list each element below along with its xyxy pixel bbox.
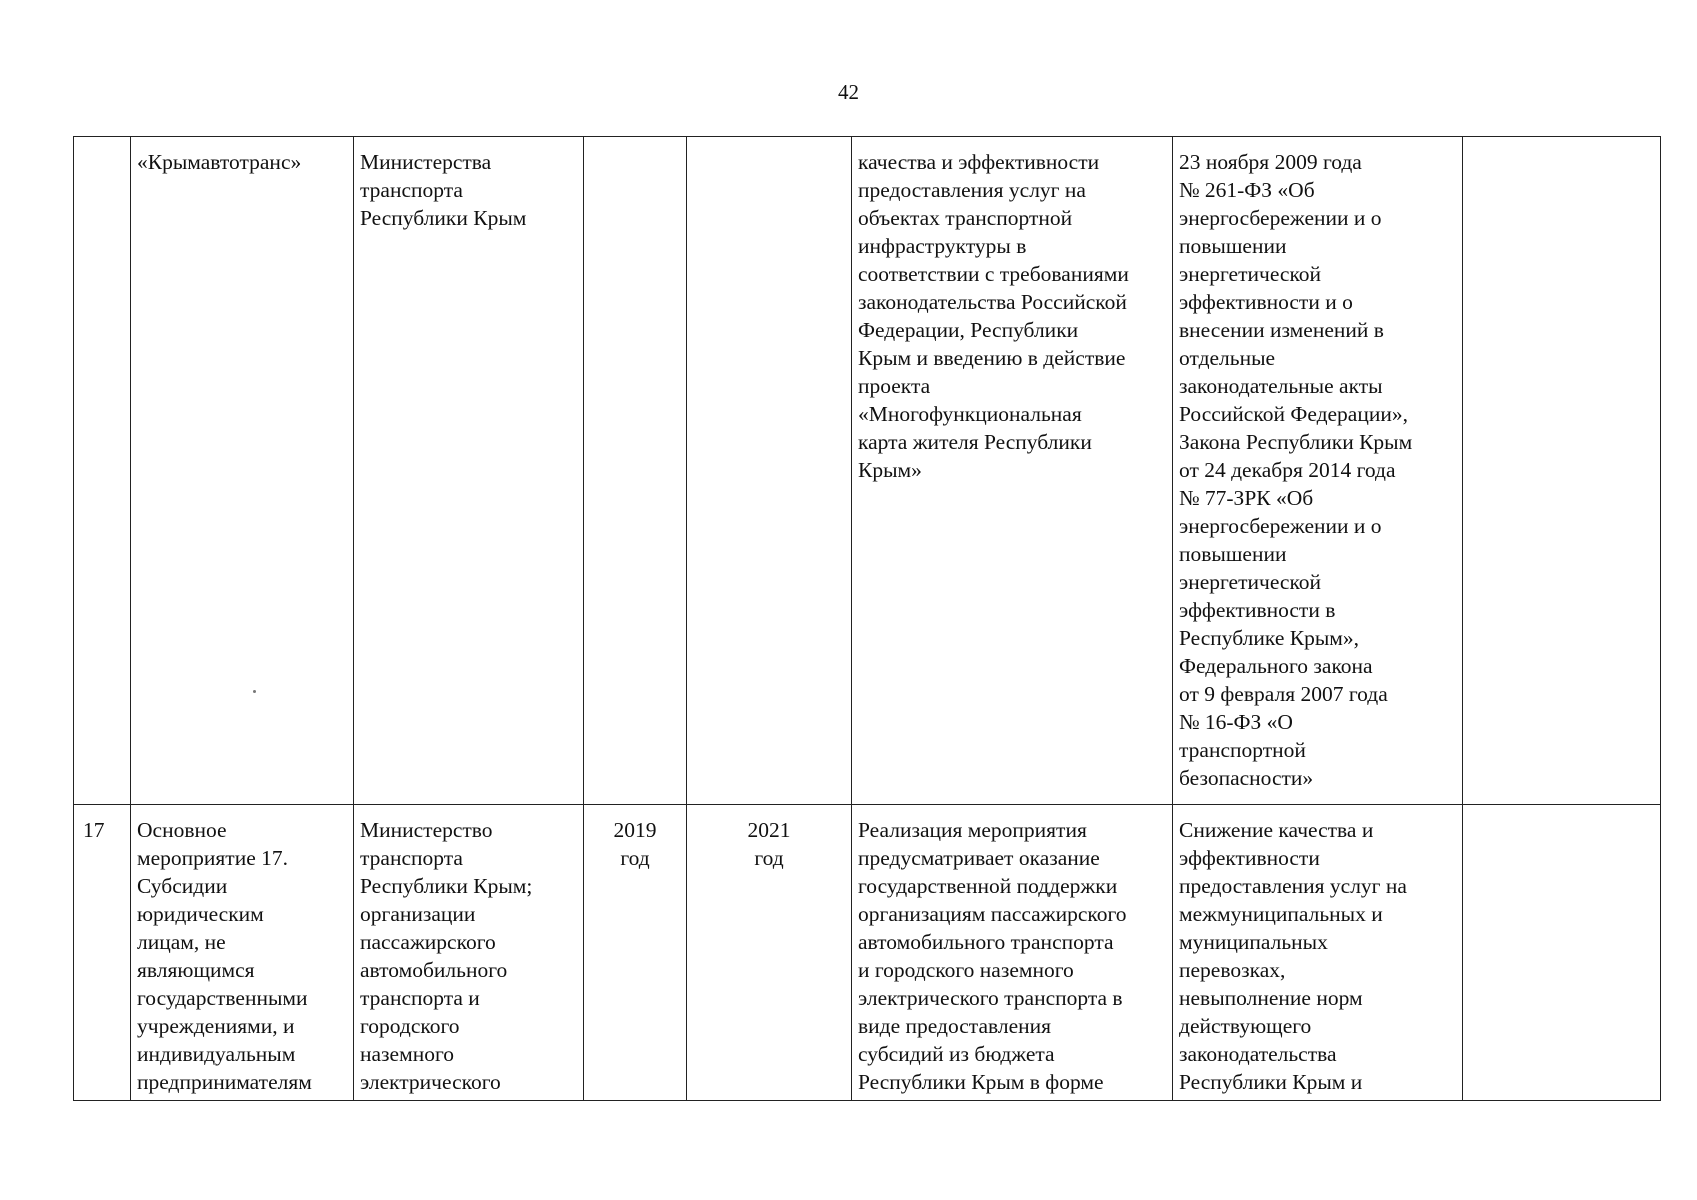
page-number: 42 bbox=[838, 80, 859, 104]
link-cell bbox=[1463, 137, 1661, 805]
end-year-cell: 2021 год bbox=[687, 805, 852, 1101]
row-number-cell bbox=[74, 137, 131, 805]
measure-name-cell: «Крымавтотранс» bbox=[131, 137, 354, 805]
description-cell: Реализация мероприятия предусматривает оказание государственной поддержки организациям пассажирского автомобильного транспорта и городского наземного электрического транспорта в виде предоставления субсидий из бюджета Республики Крым в форме bbox=[852, 805, 1173, 1101]
executor-cell: Министерства транспорта Республики Крым bbox=[354, 137, 584, 805]
executor-cell: Министерство транспорта Республики Крым; организации пассажирского автомобильного транспорта и городского наземного электрического bbox=[354, 805, 584, 1101]
measure-name-cell: Основное мероприятие 17. Субсидии юридическим лицам, не являющимся государственными учреждениями, и индивидуальным предпринимателям bbox=[131, 805, 354, 1101]
start-year-cell: 2019 год bbox=[584, 805, 687, 1101]
end-year-cell bbox=[687, 137, 852, 805]
consequences-cell: 23 ноября 2009 года № 261-ФЗ «Об энергосбережении и о повышении энергетической эффективности и о внесении изменений в отдельные законодательные акты Российской Федерации», Закона Республики Крым от 24 декабря 2014 года № 77-ЗРК «Об энергосбережении и о повышении энергетической эффективности в Республике Крым», Федерального закона от 9 февраля 2007 года № 16-ФЗ «О транспортной безопасности» bbox=[1173, 137, 1463, 805]
program-measures-table bbox=[73, 136, 1661, 1101]
table-row bbox=[74, 805, 1661, 1101]
link-cell bbox=[1463, 805, 1661, 1101]
description-cell: качества и эффективности предоставления услуг на объектах транспортной инфраструктуры в соответствии с требованиями законодательства Российской Федерации, Республики Крым и введению в действие проекта «Многофункциональная карта жителя Республики Крым» bbox=[852, 137, 1173, 805]
table-row bbox=[74, 137, 1661, 805]
row-number-cell: 17 bbox=[74, 805, 131, 1101]
scan-speck bbox=[253, 690, 256, 693]
consequences-cell: Снижение качества и эффективности предоставления услуг на межмуниципальных и муниципальных перевозках, невыполнение норм действующего законодательства Республики Крым и bbox=[1173, 805, 1463, 1101]
start-year-cell bbox=[584, 137, 687, 805]
